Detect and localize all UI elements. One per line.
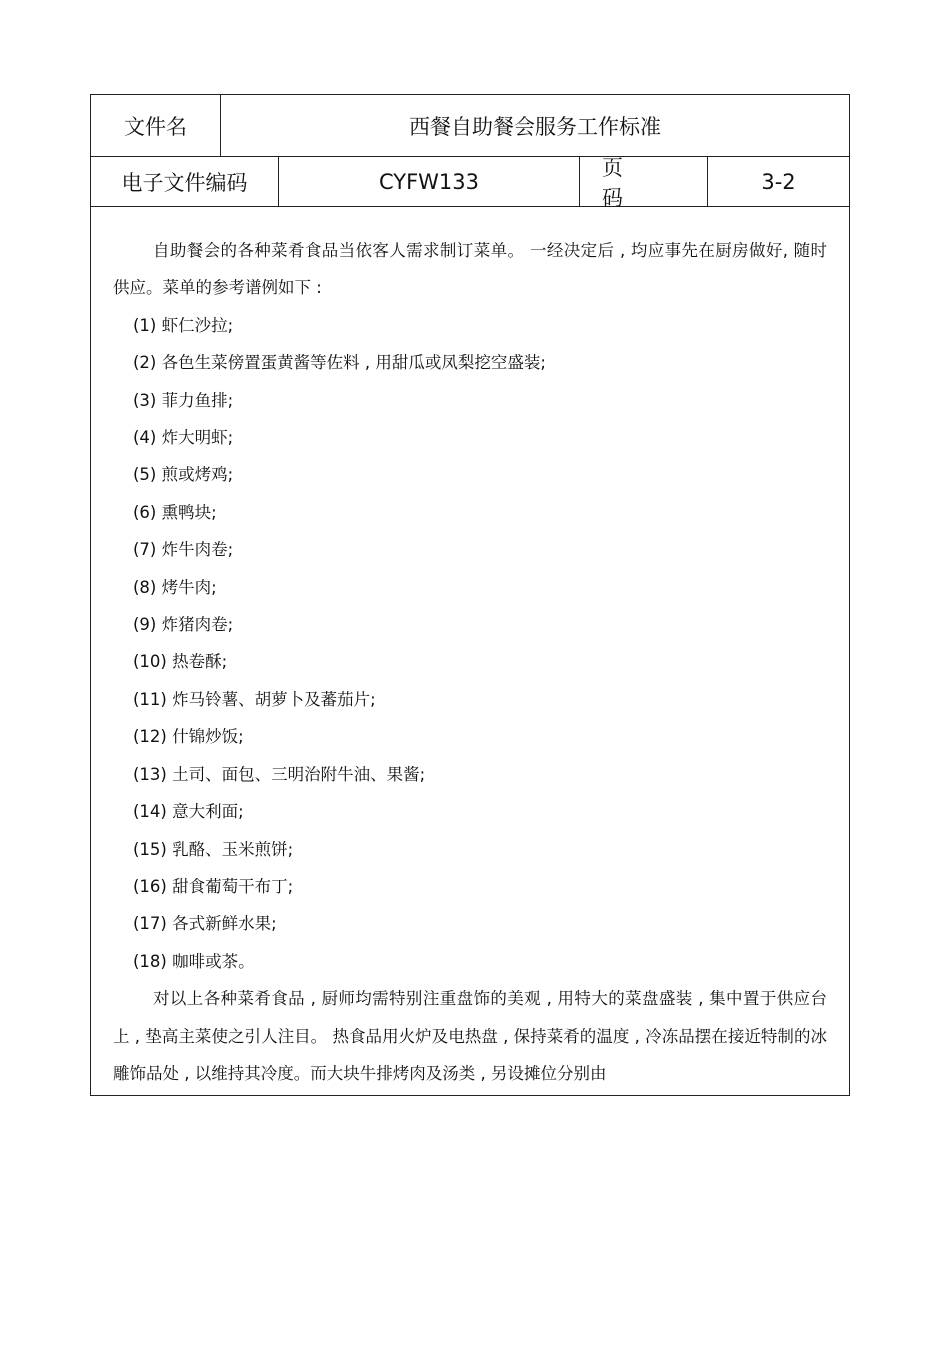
code-row — [91, 155, 849, 210]
document-body — [91, 207, 849, 1095]
list-item: (6) 熏鸭块; — [133, 502, 217, 522]
closing-paragraph: 对以上各种菜肴食品 , 厨师均需特别注重盘饰的美观 , 用特大的菜盘盛装 , 集中置于供应台上 , 垫高主菜使之引人注目。 热食品用火炉及电热盘 , 保持菜肴的温度 , 冷冻品摆在接近特制的冰雕饰品处 , 以维持其冷度。而大块牛排烤肉及汤类 , 另设摊位分别由 — [113, 989, 827, 1083]
file-code-value: CYFW133 — [279, 157, 580, 206]
list-item: (3) 菲力鱼排; — [133, 390, 234, 410]
intro-paragraph: 自助餐会的各种菜肴食品当依客人需求制订菜单。 一经决定后 , 均应事先在厨房做好, 随时供应。菜单的参考谱例如下 : — [113, 241, 827, 298]
file-name-label: 文件名 — [91, 95, 221, 156]
list-item: (12) 什锦炒饭; — [133, 727, 244, 747]
document-title: 西餐自助餐会服务工作标准 — [409, 114, 661, 139]
list-item: (2) 各色生菜傍置蛋黄酱等佐料 , 用甜瓜或凤梨挖空盛装; — [133, 353, 546, 373]
page-label: 页 码 — [580, 157, 708, 206]
list-item: (7) 炸牛肉卷; — [133, 540, 234, 560]
list-item: (9) 炸猪肉卷; — [133, 615, 234, 635]
page-number: 3-2 — [761, 169, 796, 194]
list-item: (13) 土司、面包、三明治附牛油、果酱; — [133, 764, 426, 784]
list-item: (18) 咖啡或茶。 — [133, 951, 255, 971]
list-item: (10) 热卷酥; — [133, 652, 228, 672]
list-item: (11) 炸马铃薯、胡萝卜及蕃茄片; — [133, 689, 376, 709]
list-item: (17) 各式新鲜水果; — [133, 914, 277, 934]
title-row — [91, 95, 849, 157]
list-item: (4) 炸大明虾; — [133, 428, 234, 448]
list-item: (5) 煎或烤鸡; — [133, 465, 234, 485]
list-item: (15) 乳酪、玉米煎饼; — [133, 839, 294, 859]
file-code-label: 电子文件编码 — [91, 157, 279, 206]
menu-list — [113, 307, 827, 980]
list-item: (16) 甜食葡萄干布丁; — [133, 876, 294, 896]
list-item: (14) 意大利面; — [133, 802, 244, 822]
list-item: (1) 虾仁沙拉; — [133, 315, 234, 335]
document-table — [90, 94, 850, 1096]
list-item: (8) 烤牛肉; — [133, 577, 217, 597]
